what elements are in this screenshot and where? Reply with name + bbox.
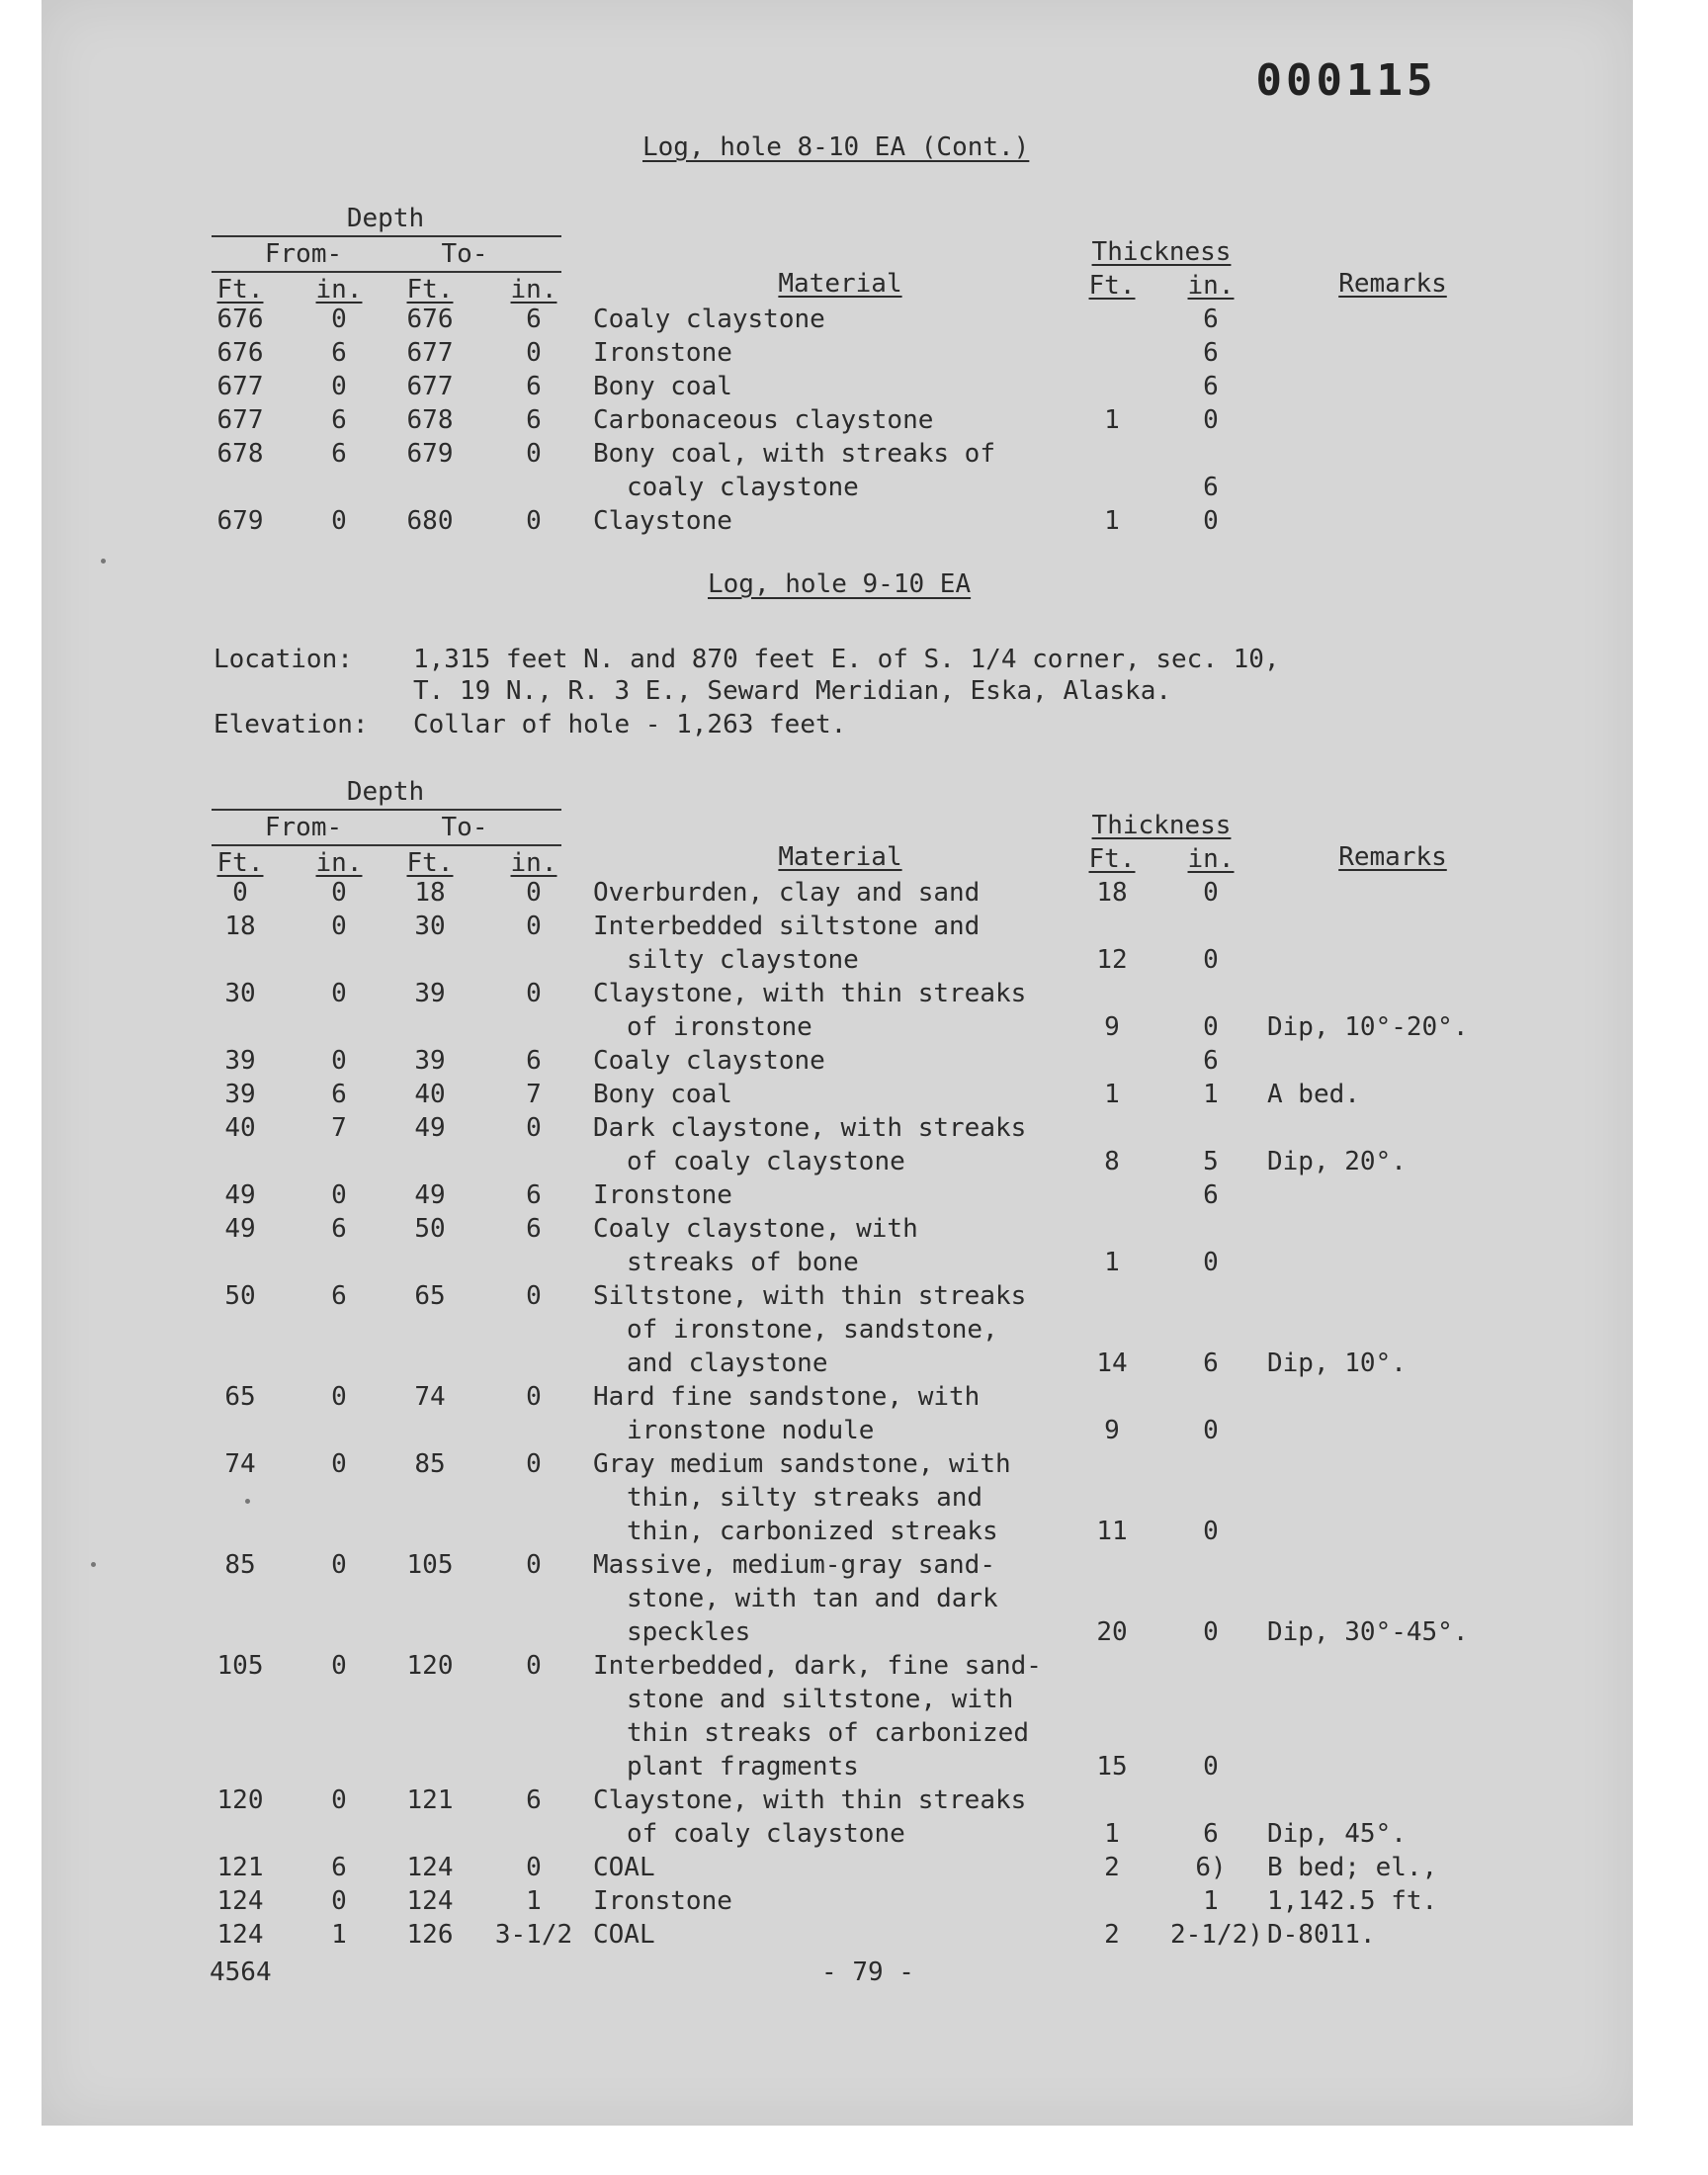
material-cell: of ironstone, sandstone,	[627, 1315, 998, 1345]
to-in-cell: 3-1/2	[494, 1920, 573, 1950]
material-cell: Gray medium sandstone, with	[593, 1449, 1011, 1479]
thickness-ft-cell: 12	[1096, 945, 1128, 975]
to-ft-cell: 676	[406, 304, 454, 334]
from-ft-cell: 678	[216, 439, 264, 469]
page-stamp-number: 000115	[1255, 55, 1437, 106]
from-in-cell: 6	[331, 405, 347, 435]
from-in-cell: 6	[331, 1080, 347, 1109]
thickness-ft-cell: 9	[1104, 1012, 1120, 1042]
from-ft-cell: 120	[216, 1785, 264, 1815]
remarks-cell: Dip, 10°.	[1267, 1348, 1407, 1378]
from-in-header: in.	[315, 275, 363, 304]
from-ft-cell: 676	[216, 338, 264, 368]
to-in-cell: 6	[526, 1785, 542, 1815]
from-ft-cell: 39	[224, 1080, 256, 1109]
thickness-in-cell: 6	[1203, 372, 1219, 401]
to-in-cell: 0	[526, 1281, 542, 1311]
from-in-cell: 6	[331, 1214, 347, 1244]
thickness-ft-cell: 1	[1104, 405, 1120, 435]
thickness-ft-cell: 9	[1104, 1416, 1120, 1445]
to-header: To-	[441, 239, 488, 269]
thickness-ft-cell: 11	[1096, 1517, 1128, 1546]
material-cell: of coaly claystone	[627, 1147, 905, 1176]
material-cell: Carbonaceous claystone	[593, 405, 934, 435]
to-in-cell: 1	[526, 1886, 542, 1916]
material-cell: Claystone, with thin streaks	[593, 979, 1027, 1008]
material-cell: streaks of bone	[627, 1248, 859, 1277]
location-line-2: T. 19 N., R. 3 E., Seward Meridian, Eska, Alaska.	[413, 676, 1172, 706]
to-in-cell: 0	[526, 506, 542, 536]
to-ft-cell: 39	[414, 1046, 446, 1076]
to-in-cell: 0	[526, 1382, 542, 1412]
depth-header: Depth	[346, 777, 425, 807]
from-in-cell: 0	[331, 1651, 347, 1681]
material-cell: thin streaks of carbonized	[627, 1718, 1029, 1748]
material-cell: Claystone	[593, 506, 732, 536]
thickness-in-cell: 6)	[1195, 1853, 1227, 1882]
thickness-in-cell: 0	[1203, 945, 1219, 975]
to-in-cell: 0	[526, 1113, 542, 1143]
speck-mark	[245, 1499, 250, 1504]
depth-header: Depth	[346, 204, 425, 233]
from-in-cell: 6	[331, 1853, 347, 1882]
to-ft-cell: 49	[414, 1113, 446, 1143]
from-in-cell: 0	[331, 1382, 347, 1412]
remarks-cell: B bed; el.,	[1267, 1853, 1438, 1882]
material-cell: and claystone	[627, 1348, 828, 1378]
location-label: Location:	[214, 645, 353, 674]
material-cell: coaly claystone	[627, 473, 859, 502]
from-ft-cell: 40	[224, 1113, 256, 1143]
material-cell: Bony coal	[593, 372, 732, 401]
thickness-in-header: in.	[1187, 271, 1235, 301]
from-in-cell: 6	[331, 1281, 347, 1311]
from-in-cell: 0	[331, 1449, 347, 1479]
to-ft-cell: 50	[414, 1214, 446, 1244]
material-cell: thin, carbonized streaks	[627, 1517, 998, 1546]
from-in-cell: 6	[331, 338, 347, 368]
material-cell: of ironstone	[627, 1012, 812, 1042]
to-ft-cell: 40	[414, 1080, 446, 1109]
thickness-in-cell: 0	[1203, 1617, 1219, 1647]
to-ft-cell: 30	[414, 912, 446, 941]
speck-mark	[91, 1562, 96, 1567]
from-in-cell: 0	[331, 878, 347, 908]
material-cell: Interbedded siltstone and	[593, 912, 981, 941]
thickness-ft-cell: 15	[1096, 1752, 1128, 1782]
to-ft-cell: 680	[406, 506, 454, 536]
to-in-cell: 0	[526, 439, 542, 469]
thickness-ft-header: Ft.	[1088, 844, 1136, 874]
thickness-in-cell: 0	[1203, 1752, 1219, 1782]
remarks-cell: Dip, 30°-45°.	[1267, 1617, 1469, 1647]
from-in-cell: 0	[331, 912, 347, 941]
thickness-in-cell: 6	[1203, 1046, 1219, 1076]
remarks-header: Remarks	[1338, 269, 1447, 299]
from-ft-cell: 124	[216, 1920, 264, 1950]
thickness-in-cell: 1	[1203, 1080, 1219, 1109]
location-line-1: 1,315 feet N. and 870 feet E. of S. 1/4 corner, sec. 10,	[413, 645, 1280, 674]
to-ft-cell: 49	[414, 1180, 446, 1210]
to-in-cell: 0	[526, 338, 542, 368]
to-ft-cell: 85	[414, 1449, 446, 1479]
thickness-in-cell: 6	[1203, 1180, 1219, 1210]
speck-mark	[101, 559, 106, 564]
material-cell: Ironstone	[593, 338, 732, 368]
to-ft-cell: 18	[414, 878, 446, 908]
thickness-in-cell: 6	[1203, 1348, 1219, 1378]
footer-code: 4564	[210, 1958, 272, 1987]
from-in-cell: 7	[331, 1113, 347, 1143]
material-cell: Massive, medium-gray sand-	[593, 1550, 995, 1580]
to-ft-cell: 105	[406, 1550, 454, 1580]
material-cell: COAL	[593, 1920, 655, 1950]
thickness-in-cell: 0	[1203, 506, 1219, 536]
to-header: To-	[441, 813, 488, 842]
from-ft-cell: 65	[224, 1382, 256, 1412]
to-in-cell: 7	[526, 1080, 542, 1109]
from-ft-header: Ft.	[216, 275, 264, 304]
material-cell: Dark claystone, with streaks	[593, 1113, 1027, 1143]
thickness-ft-cell: 20	[1096, 1617, 1128, 1647]
thickness-in-cell: 6	[1203, 304, 1219, 334]
thickness-header: Thickness	[1091, 811, 1232, 840]
to-in-cell: 0	[526, 1651, 542, 1681]
from-ft-cell: 18	[224, 912, 256, 941]
section-title-hole-8-10: Log, hole 8-10 EA (Cont.)	[642, 132, 1030, 162]
thickness-in-cell: 0	[1203, 1012, 1219, 1042]
thickness-ft-cell: 1	[1104, 1819, 1120, 1849]
to-in-cell: 6	[526, 1214, 542, 1244]
to-in-cell: 6	[526, 372, 542, 401]
thickness-in-cell: 0	[1203, 878, 1219, 908]
from-ft-cell: 30	[224, 979, 256, 1008]
material-cell: stone, with tan and dark	[627, 1584, 998, 1613]
to-in-cell: 0	[526, 878, 542, 908]
from-ft-cell: 679	[216, 506, 264, 536]
material-cell: Claystone, with thin streaks	[593, 1785, 1027, 1815]
remarks-cell: A bed.	[1267, 1080, 1360, 1109]
from-ft-cell: 49	[224, 1180, 256, 1210]
thickness-in-cell: 6	[1203, 473, 1219, 502]
to-in-header: in.	[510, 275, 557, 304]
from-in-cell: 6	[331, 439, 347, 469]
to-ft-cell: 677	[406, 372, 454, 401]
from-in-header: in.	[315, 848, 363, 878]
to-ft-cell: 126	[406, 1920, 454, 1950]
footer-page-number: - 79 -	[821, 1958, 914, 1987]
thickness-ft-cell: 1	[1104, 506, 1120, 536]
to-ft-cell: 121	[406, 1785, 454, 1815]
material-cell: Overburden, clay and sand	[593, 878, 981, 908]
thickness-ft-cell: 8	[1104, 1147, 1120, 1176]
from-ft-cell: 49	[224, 1214, 256, 1244]
thickness-ft-header: Ft.	[1088, 271, 1136, 301]
from-ft-cell: 677	[216, 405, 264, 435]
material-cell: COAL	[593, 1853, 655, 1882]
to-ft-cell: 677	[406, 338, 454, 368]
material-cell: of coaly claystone	[627, 1819, 905, 1849]
material-header: Material	[778, 842, 902, 872]
remarks-cell: Dip, 45°.	[1267, 1819, 1407, 1849]
from-in-cell: 0	[331, 506, 347, 536]
from-ft-cell: 50	[224, 1281, 256, 1311]
material-cell: Siltstone, with thin streaks	[593, 1281, 1027, 1311]
to-in-cell: 0	[526, 1853, 542, 1882]
to-in-cell: 0	[526, 1449, 542, 1479]
material-cell: Interbedded, dark, fine sand-	[593, 1651, 1042, 1681]
thickness-in-cell: 1	[1203, 1886, 1219, 1916]
from-in-cell: 0	[331, 979, 347, 1008]
material-cell: plant fragments	[627, 1752, 859, 1782]
from-ft-cell: 85	[224, 1550, 256, 1580]
material-cell: Bony coal, with streaks of	[593, 439, 995, 469]
remarks-cell: Dip, 10°-20°.	[1267, 1012, 1469, 1042]
to-ft-cell: 124	[406, 1886, 454, 1916]
to-ft-cell: 65	[414, 1281, 446, 1311]
to-in-cell: 6	[526, 1046, 542, 1076]
to-in-cell: 6	[526, 304, 542, 334]
thickness-ft-cell: 1	[1104, 1080, 1120, 1109]
material-cell: thin, silty streaks and	[627, 1483, 983, 1513]
from-ft-cell: 74	[224, 1449, 256, 1479]
from-in-cell: 0	[331, 1046, 347, 1076]
material-header: Material	[778, 269, 902, 299]
to-in-cell: 0	[526, 1550, 542, 1580]
from-in-cell: 1	[331, 1920, 347, 1950]
from-ft-cell: 676	[216, 304, 264, 334]
remarks-header: Remarks	[1338, 842, 1447, 872]
elevation-label: Elevation:	[214, 710, 369, 740]
material-cell: stone and siltstone, with	[627, 1685, 1014, 1714]
to-ft-cell: 120	[406, 1651, 454, 1681]
from-in-cell: 0	[331, 1180, 347, 1210]
thickness-header: Thickness	[1091, 237, 1232, 267]
to-ft-cell: 124	[406, 1853, 454, 1882]
thickness-ft-cell: 1	[1104, 1248, 1120, 1277]
from-header: From-	[264, 239, 343, 269]
section-title-hole-9-10: Log, hole 9-10 EA	[708, 569, 972, 599]
to-ft-cell: 74	[414, 1382, 446, 1412]
to-ft-header: Ft.	[406, 275, 454, 304]
thickness-in-header: in.	[1187, 844, 1235, 874]
from-ft-cell: 39	[224, 1046, 256, 1076]
to-in-cell: 0	[526, 912, 542, 941]
thickness-ft-cell: 14	[1096, 1348, 1128, 1378]
remarks-cell: 1,142.5 ft.	[1267, 1886, 1438, 1916]
to-ft-cell: 678	[406, 405, 454, 435]
material-cell: Bony coal	[593, 1080, 732, 1109]
from-ft-cell: 121	[216, 1853, 264, 1882]
elevation-value: Collar of hole - 1,263 feet.	[413, 710, 847, 740]
thickness-ft-cell: 2	[1104, 1920, 1120, 1950]
material-cell: Ironstone	[593, 1886, 732, 1916]
from-ft-header: Ft.	[216, 848, 264, 878]
material-cell: ironstone nodule	[627, 1416, 875, 1445]
to-ft-cell: 39	[414, 979, 446, 1008]
thickness-in-cell: 0	[1203, 1248, 1219, 1277]
thickness-in-cell: 2-1/2)	[1170, 1920, 1263, 1950]
material-cell: speckles	[627, 1617, 751, 1647]
thickness-ft-cell: 2	[1104, 1853, 1120, 1882]
thickness-in-cell: 0	[1203, 405, 1219, 435]
remarks-cell: D-8011.	[1267, 1920, 1376, 1950]
from-in-cell: 0	[331, 1550, 347, 1580]
thickness-in-cell: 6	[1203, 1819, 1219, 1849]
to-ft-header: Ft.	[406, 848, 454, 878]
material-cell: silty claystone	[627, 945, 859, 975]
to-in-cell: 0	[526, 979, 542, 1008]
material-cell: Ironstone	[593, 1180, 732, 1210]
material-cell: Hard fine sandstone, with	[593, 1382, 981, 1412]
from-in-cell: 0	[331, 1785, 347, 1815]
thickness-ft-cell: 18	[1096, 878, 1128, 908]
thickness-in-cell: 0	[1203, 1416, 1219, 1445]
to-in-cell: 6	[526, 1180, 542, 1210]
material-cell: Coaly claystone	[593, 1046, 825, 1076]
from-header: From-	[264, 813, 343, 842]
to-ft-cell: 679	[406, 439, 454, 469]
from-in-cell: 0	[331, 304, 347, 334]
from-in-cell: 0	[331, 372, 347, 401]
material-cell: Coaly claystone, with	[593, 1214, 918, 1244]
to-in-header: in.	[510, 848, 557, 878]
from-ft-cell: 124	[216, 1886, 264, 1916]
thickness-in-cell: 6	[1203, 338, 1219, 368]
remarks-cell: Dip, 20°.	[1267, 1147, 1407, 1176]
to-in-cell: 6	[526, 405, 542, 435]
from-ft-cell: 105	[216, 1651, 264, 1681]
thickness-in-cell: 5	[1203, 1147, 1219, 1176]
from-ft-cell: 677	[216, 372, 264, 401]
from-in-cell: 0	[331, 1886, 347, 1916]
thickness-in-cell: 0	[1203, 1517, 1219, 1546]
from-ft-cell: 0	[232, 878, 248, 908]
material-cell: Coaly claystone	[593, 304, 825, 334]
